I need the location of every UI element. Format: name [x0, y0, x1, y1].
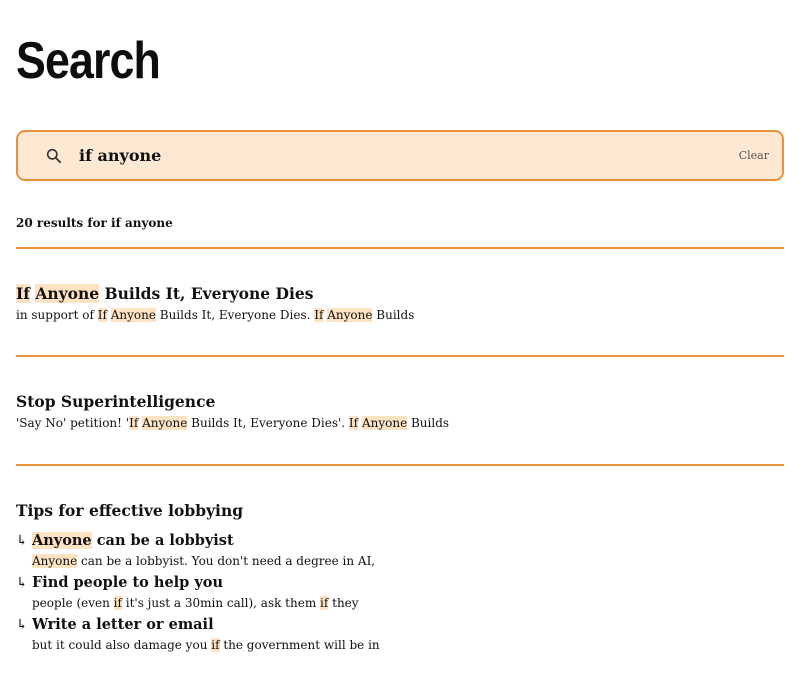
result-subsections [16, 531, 784, 655]
subsection-item[interactable] [16, 531, 784, 571]
match-highlight: Anyone [110, 308, 156, 322]
results-count-query: if anyone [111, 216, 173, 230]
text-segment: can be a lobbyist. You don't need a degree in AI, [77, 554, 376, 568]
match-highlight: if [320, 596, 329, 610]
match-highlight: If [97, 308, 107, 322]
match-highlight: If [16, 284, 30, 303]
subsection-title[interactable] [16, 615, 784, 635]
results-count [16, 215, 173, 231]
text-segment: Builds It, Everyone Dies [99, 284, 314, 303]
result-title[interactable] [16, 392, 784, 412]
subsection-title-text [32, 573, 223, 593]
subsection-arrow-icon: ↳ [16, 575, 28, 591]
divider [16, 247, 784, 249]
text-segment: Write a letter or email [32, 616, 214, 633]
page-title: Search [16, 32, 161, 90]
match-highlight: Anyone [327, 308, 373, 322]
match-highlight: if [113, 596, 122, 610]
text-segment: Tips for effective lobbying [16, 501, 244, 520]
match-highlight: Anyone [361, 416, 408, 430]
result-title[interactable] [16, 501, 784, 521]
search-result[interactable] [16, 392, 784, 432]
subsection-title[interactable] [16, 531, 784, 551]
subsection-snippet [16, 593, 784, 613]
text-segment: Builds It, Everyone Dies. [155, 308, 315, 322]
subsection-snippet [16, 551, 784, 571]
search-result[interactable] [16, 501, 784, 657]
clear-button[interactable]: Clear [738, 149, 769, 162]
subsection-arrow-icon: ↳ [16, 617, 28, 633]
text-segment: can be a lobbyist [91, 532, 234, 549]
text-segment: they [328, 596, 359, 610]
divider [16, 355, 784, 357]
search-icon [18, 132, 62, 179]
search-input[interactable] [62, 132, 739, 179]
subsection-arrow-icon: ↳ [16, 533, 28, 549]
match-highlight: Anyone [32, 532, 92, 549]
match-highlight: Anyone [142, 416, 188, 430]
subsection-snippet [16, 635, 784, 655]
subsection-item[interactable] [16, 615, 784, 655]
match-highlight: Anyone [32, 554, 78, 568]
text-segment: but it could also damage you [32, 638, 212, 652]
results-count-text: results for [36, 216, 107, 230]
result-snippet [16, 414, 784, 432]
text-segment: the government will be in [219, 638, 380, 652]
subsection-item[interactable] [16, 573, 784, 613]
text-segment: Find people to help you [32, 574, 224, 591]
text-segment: Builds [372, 308, 415, 322]
subsection-title[interactable] [16, 573, 784, 593]
text-segment: people (even [32, 596, 114, 610]
text-segment: Builds It, Everyone Dies'. [187, 416, 349, 430]
text-segment: in support of [16, 308, 98, 322]
search-result[interactable] [16, 284, 784, 324]
subsection-title-text [32, 531, 234, 551]
result-snippet [16, 306, 784, 324]
text-segment: Builds [407, 416, 450, 430]
match-highlight: Anyone [35, 284, 100, 303]
text-segment: it's just a 30min call), ask them [121, 596, 321, 610]
subsection-title-text [32, 615, 214, 635]
match-highlight: if [211, 638, 220, 652]
results-count-number: 20 [16, 216, 33, 230]
text-segment: Stop Superintelligence [16, 392, 216, 411]
result-title[interactable] [16, 284, 784, 304]
divider [16, 464, 784, 466]
text-segment: 'Say No' petition! ' [16, 416, 130, 430]
match-highlight: If [129, 416, 139, 430]
search-bar[interactable] [16, 130, 784, 181]
match-highlight: If [348, 416, 359, 430]
match-highlight: If [314, 308, 324, 322]
